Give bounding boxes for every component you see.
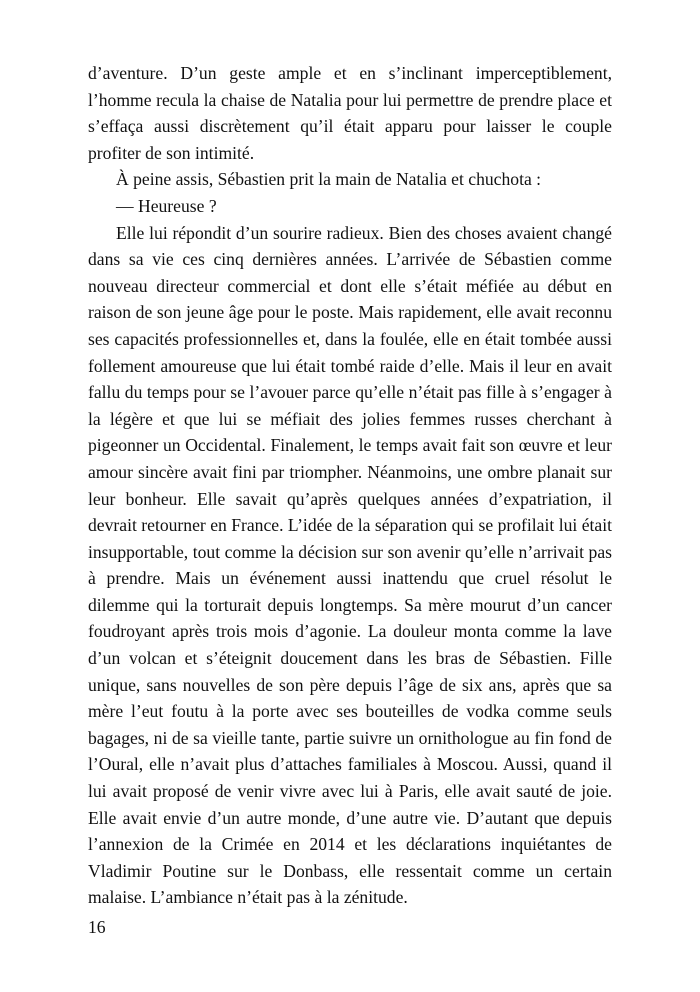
page-number: 16 [88,917,106,937]
paragraph-main: Elle lui répondit d’un sourire radieux. Bien des choses avaient changé dans sa vie ces cinq dernières années. L’arrivée de Sébastien comme nouveau directeur commercial et dont elle s’était méfiée au début en raison de son jeune âge pour le poste. Mais rapidement, elle avait reconnu ses capacités professionnelles et, dans la foulée, elle en était tombée aussi follement amoureuse que lui était tombé raide d’elle. Mais il leur en avait fallu du temps pour se l’avouer parce qu’elle n’était pas fille à s’engager à la légère et que lui se méfiait des jolies femmes russes cherchant à pigeonner un Occidental. Finalement, le temps avait fait son œuvre et leur amour sincère avait fini par triompher. Néanmoins, une ombre planait sur leur bonheur. Elle savait qu’après quelques années d’expatriation, il devrait retourner en France. L’idée de la séparation qui se profilait lui était insupportable, tout comme la décision sur son avenir qu’elle n’arrivait pas à prendre. Mais un événement aussi inattendu que cruel résolut le dilemme qui la torturait depuis longtemps. Sa mère mourut d’un cancer foudroyant après trois mois d’agonie. La douleur monta comme la lave d’un volcan et s’éteignit doucement dans les bras de Sébastien. Fille unique, sans nouvelles de son père depuis l’âge de six ans, après que sa mère l’eut foutu à la porte avec ses bouteilles de vodka comme seuls bagages, ni de sa vieille tante, partie suivre un ornithologue au fin fond de l’Oural, elle n’avait plus d’attaches familiales à Moscou. Aussi, quand il lui avait proposé de venir vivre avec lui à Paris, elle avait sauté de joie. Elle avait envie d’un autre monde, d’une autre vie. D’autant que depuis l’annexion de la Crimée en 2014 et les déclarations inquiétantes de Vladimir Poutine sur le Donbass, elle ressentait comme un certain malaise. L’ambiance n’était pas à la zénitude. [88,222,612,908]
paragraph-narration: À peine assis, Sébastien prit la main de Natalia et chuchota : [116,169,542,190]
paragraph-continuation: d’aventure. D’un geste ample et en s’inclinant imperceptiblement, l’homme recula la chaise de Natalia pour lui permettre de prendre place et s’effaça aussi discrètement qu’il était apparu pour laisser le couple profiter de son intimité. [88,63,612,163]
body-text [88,60,612,911]
paragraph-dialogue: — Heureuse ? [116,195,217,216]
